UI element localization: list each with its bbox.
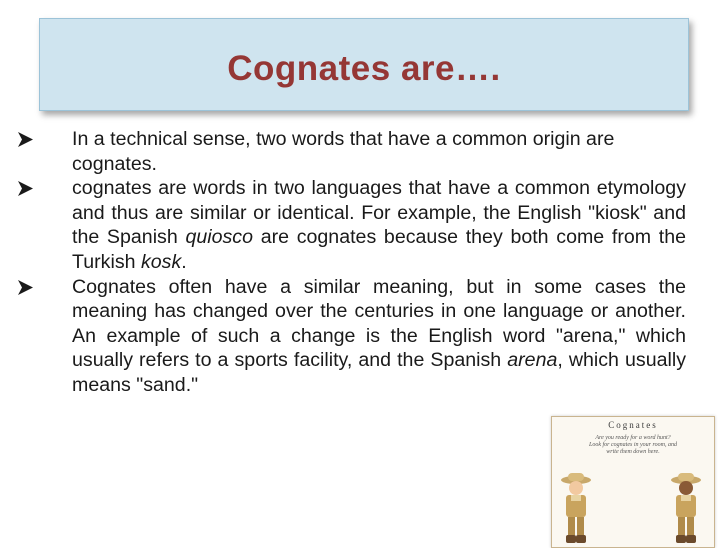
italic-term: quiosco <box>185 226 253 249</box>
italic-term: kosk <box>140 250 182 273</box>
cognates-worksheet-image <box>551 416 715 548</box>
clipart-line: write them down here. <box>606 449 660 455</box>
bullet-list <box>18 127 686 398</box>
text-segment: , which usually means "sand." <box>72 349 686 396</box>
clipart-line: Are you ready for a word hunt? <box>595 435 671 441</box>
clipart-line: Look for cognates in your room, and <box>589 442 677 448</box>
arrow-bullet-icon <box>18 280 33 295</box>
text-segment: . <box>181 250 187 273</box>
title-box <box>39 18 689 111</box>
bullet-text <box>72 177 686 273</box>
explorer-boy-icon <box>558 471 594 547</box>
clipart-title: Cognates <box>608 420 658 430</box>
text-segment: In a technical sense, two words that have a common origin are cognates. <box>72 128 615 175</box>
text-segment: Cognates often have a similar meaning, but in some cases the meaning has changed over the centuries in one language or another. An example of such a change is the English word "arena," which usually refers to a sports facility, and the Spanish <box>72 275 686 372</box>
arrow-bullet-icon <box>18 132 33 147</box>
arrow-bullet-icon <box>18 181 33 196</box>
slide-title: Cognates are…. <box>227 48 501 88</box>
bullet-item <box>18 275 686 398</box>
bullet-item <box>18 176 686 274</box>
clipart-instructions <box>560 435 706 456</box>
explorer-girl-icon <box>668 471 704 547</box>
bullet-text <box>72 128 614 175</box>
text-segment: are cognates because they both come from the Turkish <box>72 226 687 273</box>
italic-term: arena <box>507 349 558 372</box>
text-segment: cognates are words in two languages that have a common etymology and thus are similar or identical. For example, the English "kiosk" and the Spanish <box>72 177 686 249</box>
bullet-item <box>18 127 686 176</box>
bullet-text <box>72 276 686 396</box>
